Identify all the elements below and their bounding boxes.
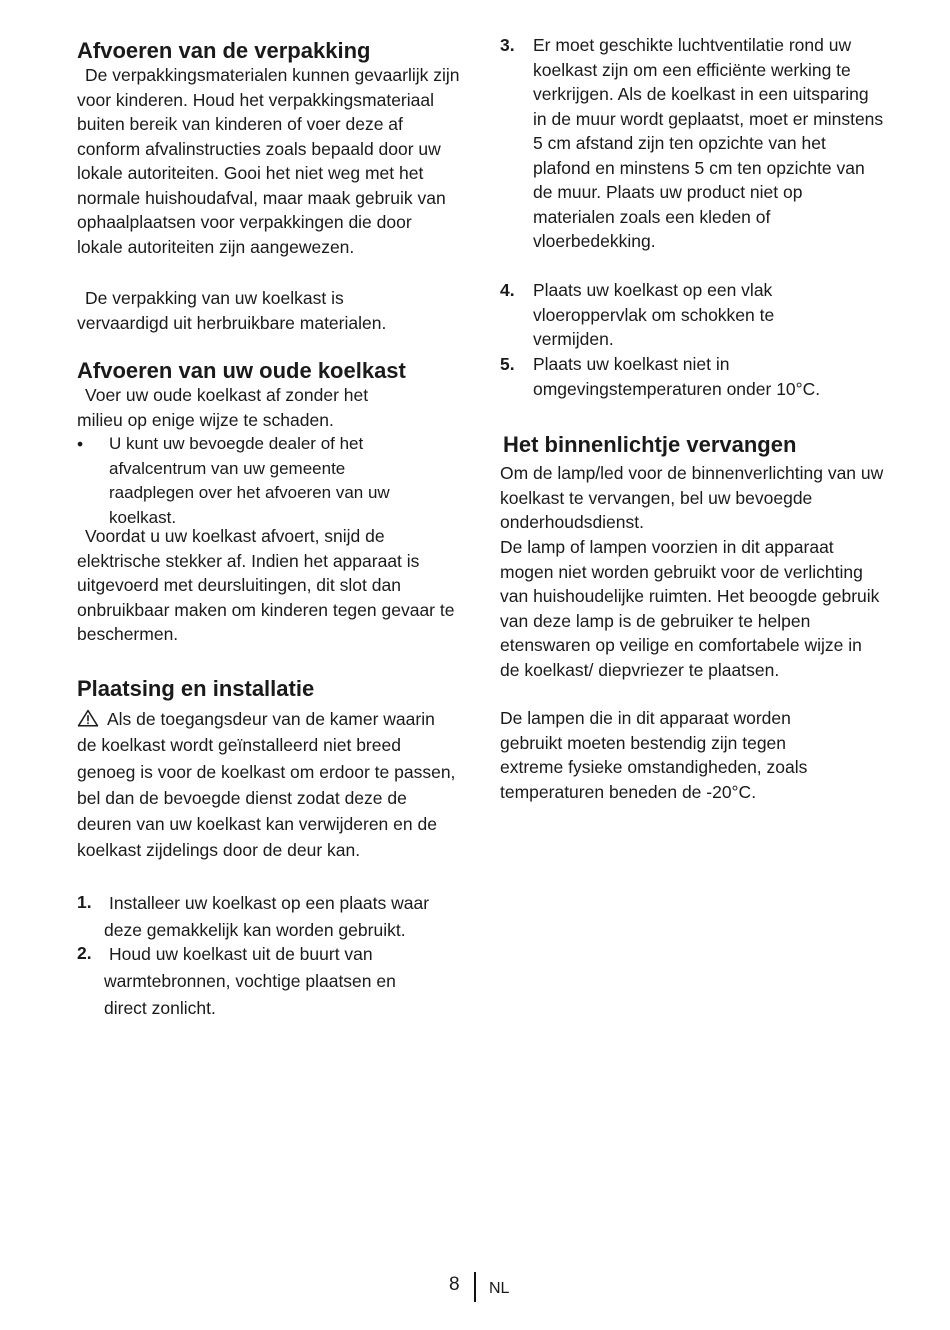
item-text: Installeer uw koelkast op een plaats waar deze gemakkelijk kan worden gebruikt. <box>104 893 430 940</box>
interior-light-paragraph-1: Om de lamp/led voor de binnenverlichting van uw koelkast te vervangen, bel uw bevoegde onderhoudsdienst. <box>500 463 884 532</box>
packaging-paragraph-1: De verpakkingsmaterialen kunnen gevaarlijk zijn voor kinderen. Houd het verpakkingsmateriaal buiten bereik van kinderen of voer deze af conform afvalinstructies zoals bepaald door uw lokale autoriteiten. Gooi het niet weg met het normale huishoudafval, maar maak gebruik van ophaalplaatsen voor verpakkingen die door lokale autoriteiten zijn aangewezen. <box>77 65 460 257</box>
page-number: 8 <box>449 1274 460 1295</box>
item-text: Er moet geschikte luchtventilatie rond uw koelkast zijn om een efficiënte werking te verkrijgen. Als de koelkast in een uitsparing in de muur wordt geplaatst, moet er minstens 5 cm afstand zijn ten opzichte van het plafond en minstens 5 cm ten opzichte van de muur. Plaats uw product niet op materialen zoals een kleden of vloerbedekking. <box>533 35 884 251</box>
item-number: 3. <box>500 35 515 55</box>
old-fridge-paragraph-2: Voordat u uw koelkast afvoert, snijd de elektrische stekker af. Indien het apparaat is uitgevoerd met deursluitingen, dit slot dan onbruikbaar maken om kinderen tegen gevaar te beschermen. <box>77 526 455 644</box>
item-number: 1. <box>77 892 92 912</box>
item-number: 4. <box>500 280 515 300</box>
warning-triangle-icon <box>77 709 99 727</box>
footer-divider <box>474 1272 476 1302</box>
section-title-interior-light: Het binnenlichtje vervangen <box>503 432 797 457</box>
item-text: Plaats uw koelkast niet in omgevingstemperaturen onder 10°C. <box>533 354 821 399</box>
item-text: Plaats uw koelkast op een vlak vloeroppervlak om schokken te vermijden. <box>533 280 775 349</box>
bullet-symbol: • <box>77 434 84 454</box>
bullet-text: U kunt uw bevoegde dealer of het afvalcentrum van uw gemeente raadplegen over het afvoeren van uw koelkast. <box>109 434 390 527</box>
section-title-packaging: Afvoeren van de verpakking <box>77 38 371 63</box>
installation-paragraph <box>77 706 457 864</box>
section-title-installation: Plaatsing en installatie <box>77 676 315 701</box>
section-title-old-fridge: Afvoeren van uw oude koelkast <box>77 358 406 383</box>
item-number: 2. <box>77 943 92 963</box>
interior-light-paragraph-3: De lampen die in dit apparaat worden gebruikt moeten bestendig zijn tegen extreme fysieke omstandigheden, zoals temperaturen beneden de -20°C. <box>500 708 808 802</box>
packaging-paragraph-2: De verpakking van uw koelkast is vervaardigd uit herbruikbare materialen. <box>77 288 387 333</box>
language-code: NL <box>489 1280 510 1297</box>
item-text: Houd uw koelkast uit de buurt van warmtebronnen, vochtige plaatsen en direct zonlicht. <box>104 944 396 1018</box>
interior-light-paragraph-2: De lamp of lampen voorzien in dit apparaat mogen niet worden gebruikt voor de verlichting van huishoudelijke ruimten. Het beoogde gebruik van deze lamp is de gebruiker te helpen etenswaren op veilige en comfortabele wijze in de koelkast/ diepvriezer te plaatsen. <box>500 537 880 680</box>
old-fridge-paragraph-1: Voer uw oude koelkast af zonder het milieu op enige wijze te schaden. <box>77 385 369 430</box>
installation-paragraph-text: Als de toegangsdeur van de kamer waarin de koelkast wordt geïnstalleerd niet breed genoeg is voor de koelkast om erdoor te passen, bel dan de bevoegde dienst zodat deze de deuren van uw koelkast kan verwijderen en de koelkast zijdelings door de deur kan. <box>77 709 456 861</box>
item-number: 5. <box>500 354 515 374</box>
